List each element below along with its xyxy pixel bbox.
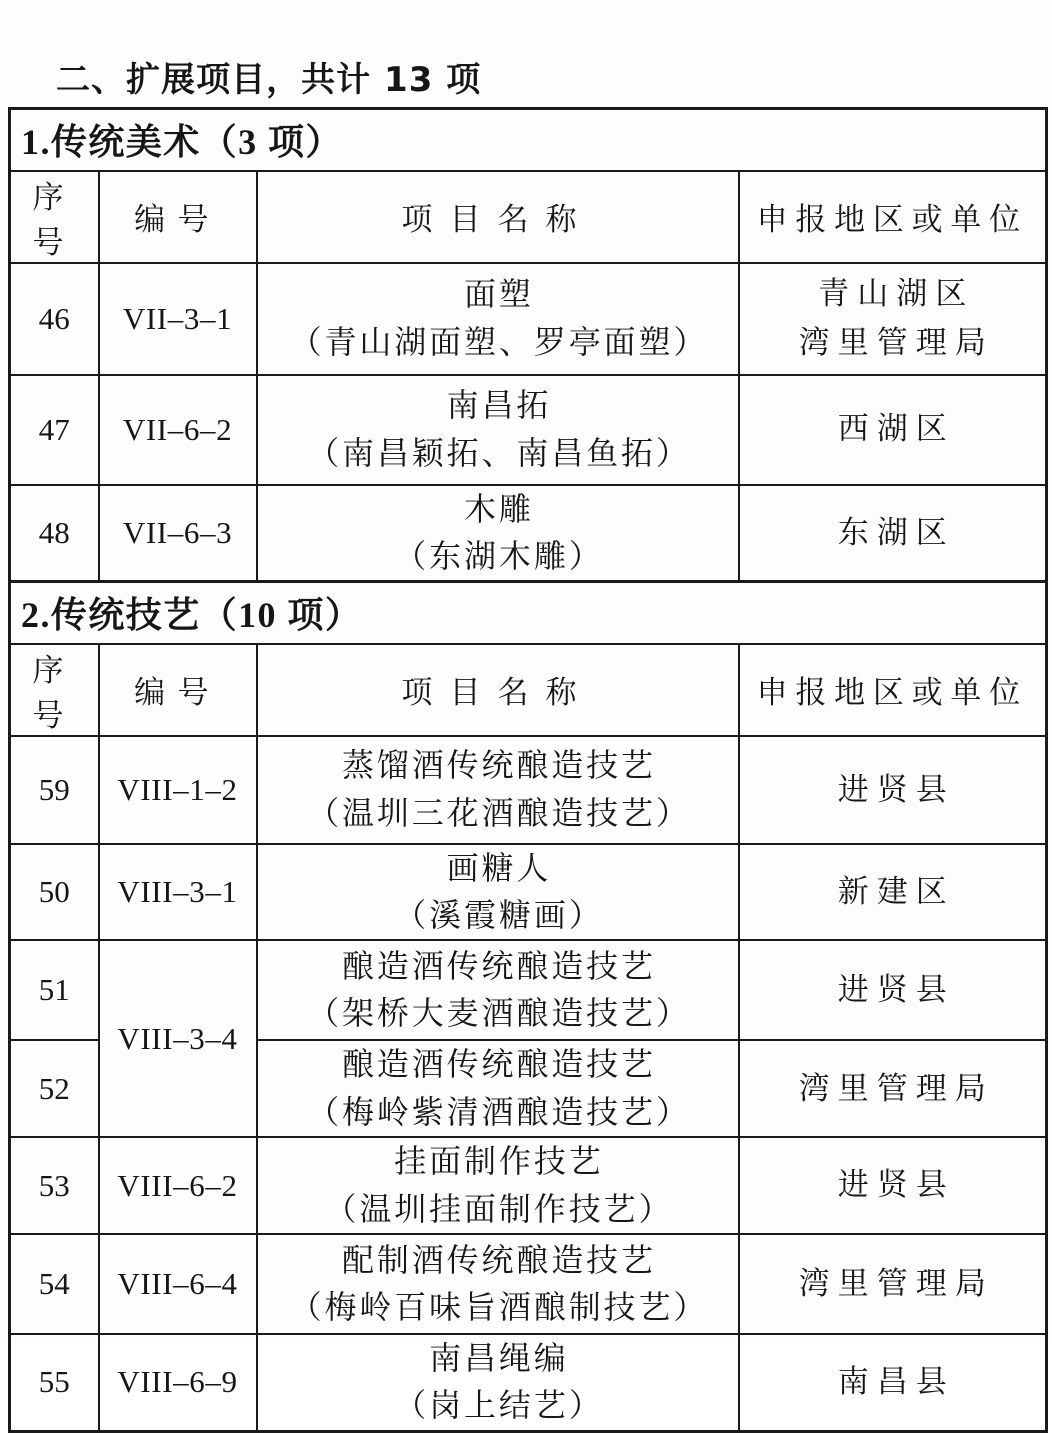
region-line1: 南昌县 <box>837 1364 955 1400</box>
project-name-line1: 木雕 <box>464 490 534 527</box>
table-row <box>10 736 1047 844</box>
cell-code: VIII–3–1 <box>99 844 257 941</box>
cell-project-name <box>257 263 739 375</box>
cell-project-name <box>257 1137 739 1234</box>
cell-project-name <box>257 1234 739 1334</box>
cell-seq: 46 <box>10 263 99 375</box>
section-1-heading: 1.传统美术（3 项） <box>10 109 1047 171</box>
project-name-line1: 挂面制作技艺 <box>394 1143 604 1180</box>
cell-project-name <box>257 940 739 1040</box>
cell-region <box>739 1234 1047 1334</box>
region-line1: 东湖区 <box>837 514 955 550</box>
region-line1: 西湖区 <box>837 411 955 447</box>
project-name-line2: （青山湖面塑、罗亭面塑） <box>289 323 709 360</box>
column-header-row <box>10 644 1047 736</box>
region-line1: 新建区 <box>837 874 955 910</box>
project-name-line2: （东湖木雕） <box>394 537 604 574</box>
project-name-line1: 面塑 <box>464 276 534 313</box>
cell-seq: 52 <box>10 1040 99 1137</box>
cell-seq: 53 <box>10 1137 99 1234</box>
cell-seq: 47 <box>10 375 99 485</box>
project-name-line2: （南昌颖拓、南昌鱼拓） <box>307 434 691 471</box>
region-line1: 湾里管理局 <box>798 1265 994 1301</box>
project-name-line1: 画糖人 <box>446 849 552 886</box>
col-header-region: 申报地区或单位 <box>739 171 1047 263</box>
col-header-seq: 序号 <box>10 171 99 263</box>
cell-code: VIII–1–2 <box>99 736 257 844</box>
table-row <box>10 1334 1047 1431</box>
project-name-line2: （梅岭百味旨酒酿制技艺） <box>289 1288 709 1325</box>
col-header-code: 编号 <box>99 644 257 736</box>
cell-region <box>739 263 1047 375</box>
cell-code: VII–3–1 <box>99 263 257 375</box>
region-line1: 进贤县 <box>837 972 955 1008</box>
table-row <box>10 940 1047 1040</box>
project-name-line2: （温圳三花酒酿造技艺） <box>307 794 691 831</box>
cell-code: VII–6–2 <box>99 375 257 485</box>
project-name-line2: （梅岭紫清酒酿造技艺） <box>307 1093 691 1130</box>
cell-seq: 54 <box>10 1234 99 1334</box>
col-header-seq: 序号 <box>10 644 99 736</box>
cell-project-name <box>257 736 739 844</box>
region-line1: 进贤县 <box>837 771 955 807</box>
cell-project-name <box>257 844 739 941</box>
cell-code-merged: VIII–3–4 <box>99 940 257 1137</box>
table-row <box>10 375 1047 485</box>
cell-seq: 50 <box>10 844 99 941</box>
project-name-line1: 南昌绳编 <box>429 1339 569 1376</box>
project-name-line2: （岗上结艺） <box>394 1387 604 1424</box>
cell-region <box>739 1334 1047 1431</box>
cell-region <box>739 1137 1047 1234</box>
column-header-row <box>10 171 1047 263</box>
project-name-line1: 酿造酒传统酿造技艺 <box>341 948 656 985</box>
table-row <box>10 1137 1047 1234</box>
section-heading-row <box>10 109 1047 171</box>
cell-project-name <box>257 1334 739 1431</box>
cell-project-name <box>257 1040 739 1137</box>
cell-seq: 59 <box>10 736 99 844</box>
table-row <box>10 263 1047 375</box>
project-name-line1: 配制酒传统酿造技艺 <box>341 1241 656 1278</box>
cell-code: VIII–6–2 <box>99 1137 257 1234</box>
cell-region <box>739 940 1047 1040</box>
project-name-line1: 南昌拓 <box>446 387 552 424</box>
cell-project-name <box>257 375 739 485</box>
document-title: 二、扩展项目，共计 13 项 <box>56 60 482 100</box>
region-line2: 湾里管理局 <box>798 324 994 360</box>
cell-region <box>739 844 1047 941</box>
cell-seq: 51 <box>10 940 99 1040</box>
cell-region <box>739 375 1047 485</box>
col-header-name: 项目名称 <box>257 644 739 736</box>
cell-seq: 48 <box>10 485 99 582</box>
cell-region <box>739 736 1047 844</box>
region-line1: 青山湖区 <box>818 276 975 312</box>
cell-region <box>739 1040 1047 1137</box>
cell-code: VIII–6–9 <box>99 1334 257 1431</box>
table-row <box>10 485 1047 582</box>
table-row <box>10 844 1047 941</box>
project-name-line2: （温圳挂面制作技艺） <box>324 1190 674 1227</box>
cell-code: VIII–6–4 <box>99 1234 257 1334</box>
cell-project-name <box>257 485 739 582</box>
region-line1: 湾里管理局 <box>798 1070 994 1106</box>
project-name-line2: （架桥大麦酒酿造技艺） <box>307 995 691 1032</box>
section-2-heading: 2.传统技艺（10 项） <box>10 582 1047 644</box>
cell-code: VII–6–3 <box>99 485 257 582</box>
section-heading-row <box>10 582 1047 644</box>
project-name-line2: （溪霞糖画） <box>394 897 604 934</box>
region-line1: 进贤县 <box>837 1167 955 1203</box>
project-name-line1: 酿造酒传统酿造技艺 <box>341 1046 656 1083</box>
heritage-extension-table <box>8 107 1048 1433</box>
col-header-code: 编号 <box>99 171 257 263</box>
col-header-region: 申报地区或单位 <box>739 644 1047 736</box>
col-header-name: 项目名称 <box>257 171 739 263</box>
cell-seq: 55 <box>10 1334 99 1431</box>
project-name-line1: 蒸馏酒传统酿造技艺 <box>341 747 656 784</box>
table-row <box>10 1234 1047 1334</box>
cell-region <box>739 485 1047 582</box>
